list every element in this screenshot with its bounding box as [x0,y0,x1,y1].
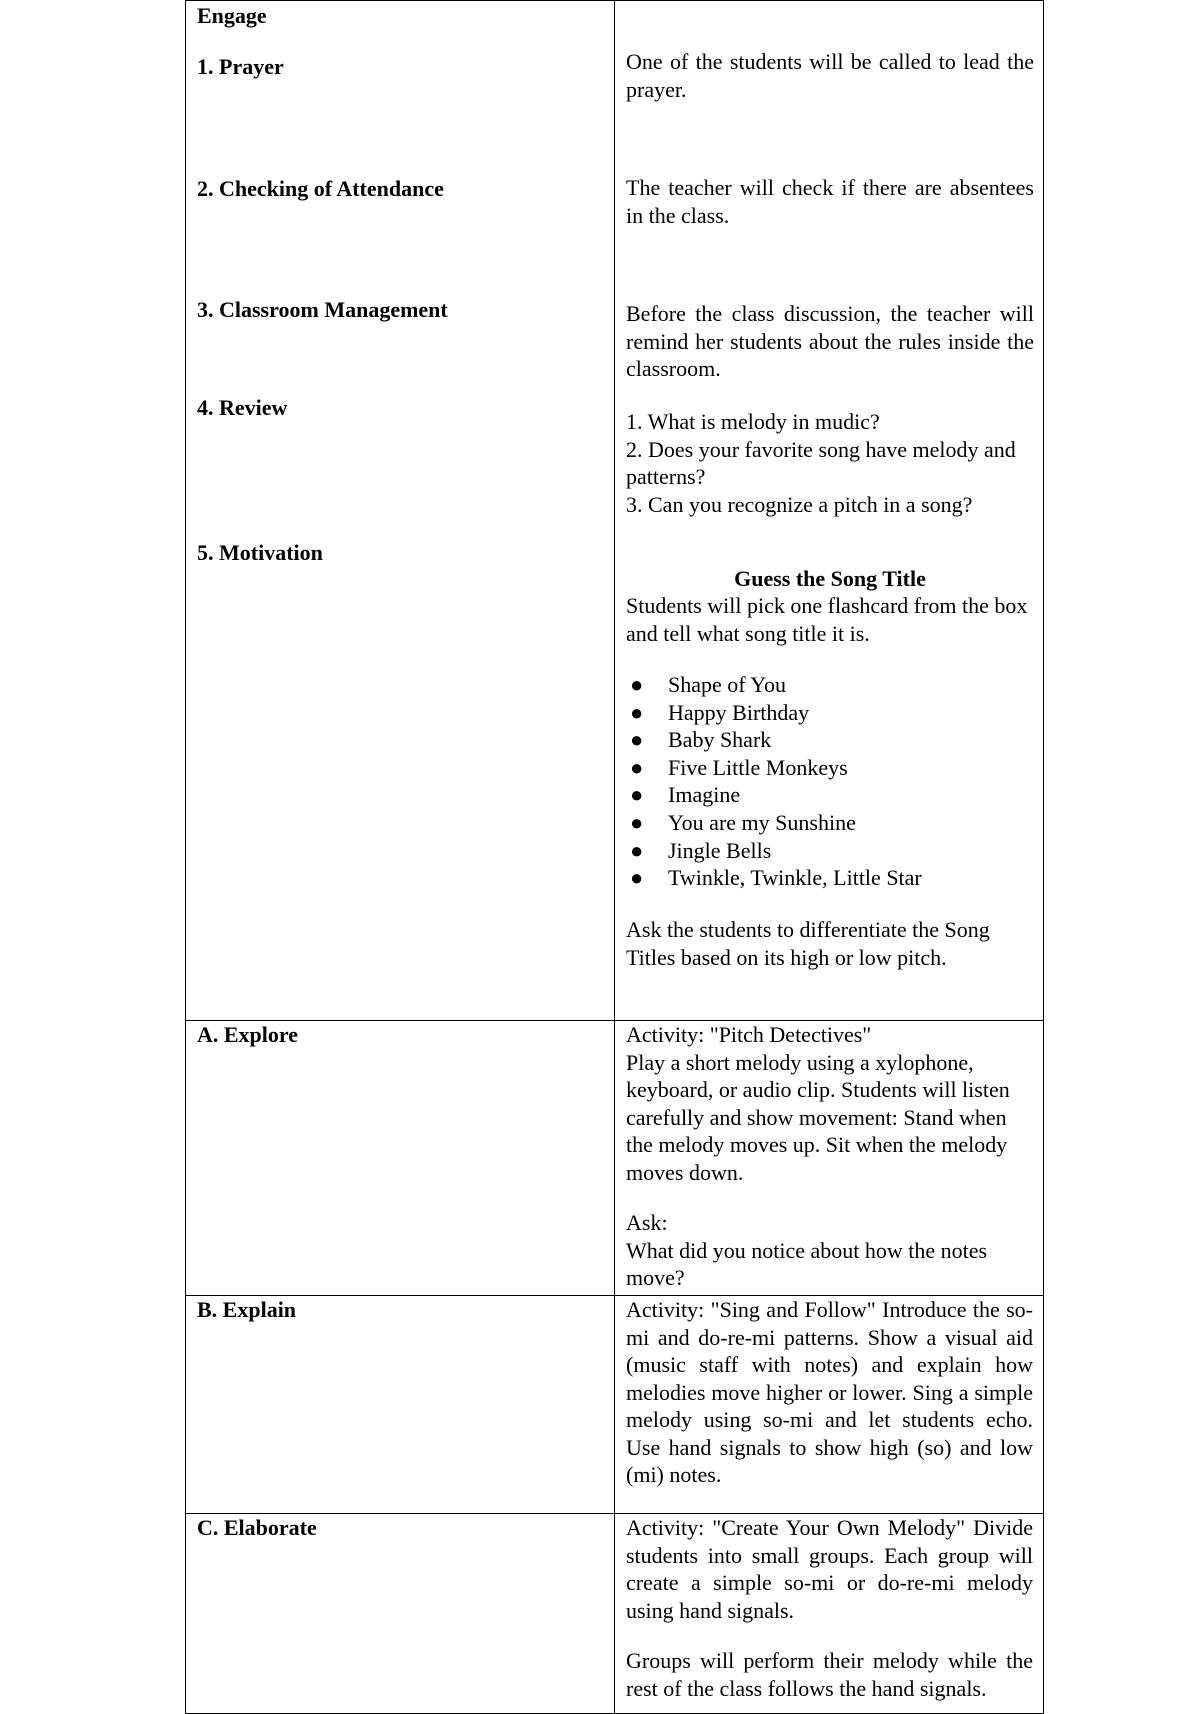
explain-label: B. Explain [197,1297,297,1322]
motivation-title: Guess the Song Title [734,566,926,591]
bullet-icon: ● [630,837,644,863]
explain-row [186,1296,1044,1514]
song-title: Shape of You [668,672,786,697]
list-item [626,781,1034,809]
elaborate-row [186,1514,1044,1714]
explore-ask-label: Ask: [626,1210,668,1235]
bullet-icon: ● [630,782,644,808]
prayer-text: One of the students will be called to lead the prayer. [626,49,1034,102]
song-title: You are my Sunshine [668,809,856,835]
explore-text: Play a short melody using a xylophone, keyboard, or audio clip. Students will listen carefully and show movement: Stand when the melody moves up. Sit when the melody moves down. [626,1049,1010,1185]
explore-label: A. Explore [197,1022,299,1047]
song-list [626,671,1034,892]
explain-text: Activity: "Sing and Follow" Introduce the so-mi and do-re-mi patterns. Show a visual aid (music staff with notes) and explain how melodies move higher or lower. Sing a simple melody using so-mi and let students echo. Use hand signals to show high (so) and low (mi) notes. [626,1297,1033,1487]
review-question: 3. Can you recognize a pitch in a song? [626,491,973,517]
elaborate-label-cell [186,1514,615,1714]
attendance-label: 2. Checking of Attendance [197,176,444,201]
explain-details-cell [615,1296,1044,1514]
engage-row [186,1,1044,1021]
explore-details-cell [615,1021,1044,1296]
engage-details-cell [615,1,1044,1021]
attendance-text: The teacher will check if there are absentees in the class. [626,175,1034,228]
review-questions [626,408,1034,518]
prayer-label: 1. Prayer [197,54,284,79]
bullet-icon: ● [630,672,644,697]
elaborate-label: C. Elaborate [197,1515,317,1540]
list-item [626,754,1034,782]
review-question: 1. What is melody in mudic? [626,409,880,434]
motivation-closing: Ask the students to differentiate the Song Titles based on its high or low pitch. [626,917,990,970]
engage-heading: Engage [197,3,267,28]
elaborate-details-cell [615,1514,1044,1714]
explore-ask-text: What did you notice about how the notes move? [626,1237,988,1290]
explore-label-cell [186,1021,615,1296]
song-title: Imagine [668,782,741,808]
song-title: Happy Birthday [668,699,810,725]
list-item [626,726,1034,754]
song-title: Five Little Monkeys [668,754,848,780]
song-title: Jingle Bells [668,837,772,863]
list-item [626,864,1034,892]
explore-activity: Activity: "Pitch Detectives" [626,1022,872,1047]
engage-labels-cell [186,1,615,1021]
classroom-management-label: 3. Classroom Management [197,297,448,322]
bullet-icon: ● [630,699,644,725]
list-item [626,837,1034,865]
list-item [626,699,1034,727]
list-item [626,809,1034,837]
list-item [626,671,1034,699]
bullet-icon: ● [630,727,644,753]
bullet-icon: ● [630,809,644,835]
review-question: 2. Does your favorite song have melody and patterns? [626,436,1016,489]
explore-row [186,1021,1044,1296]
lesson-plan-table [185,0,1044,1714]
bullet-icon: ● [630,865,644,891]
review-label: 4. Review [197,395,288,420]
elaborate-text: Activity: "Create Your Own Melody" Divide students into small groups. Each group will create a simple so-mi or do-re-mi melody using hand signals. [626,1515,1033,1623]
explain-label-cell [186,1296,615,1514]
classroom-management-text: Before the class discussion, the teacher will remind her students about the rules inside the classroom. [626,301,1034,381]
motivation-label: 5. Motivation [197,540,323,565]
motivation-intro: Students will pick one flashcard from the box and tell what song title it is. [626,593,1028,646]
elaborate-text-2: Groups will perform their melody while the rest of the class follows the hand signals. [626,1648,1033,1701]
song-title: Baby Shark [668,727,772,753]
bullet-icon: ● [630,754,644,780]
song-title: Twinkle, Twinkle, Little Star [668,865,922,891]
